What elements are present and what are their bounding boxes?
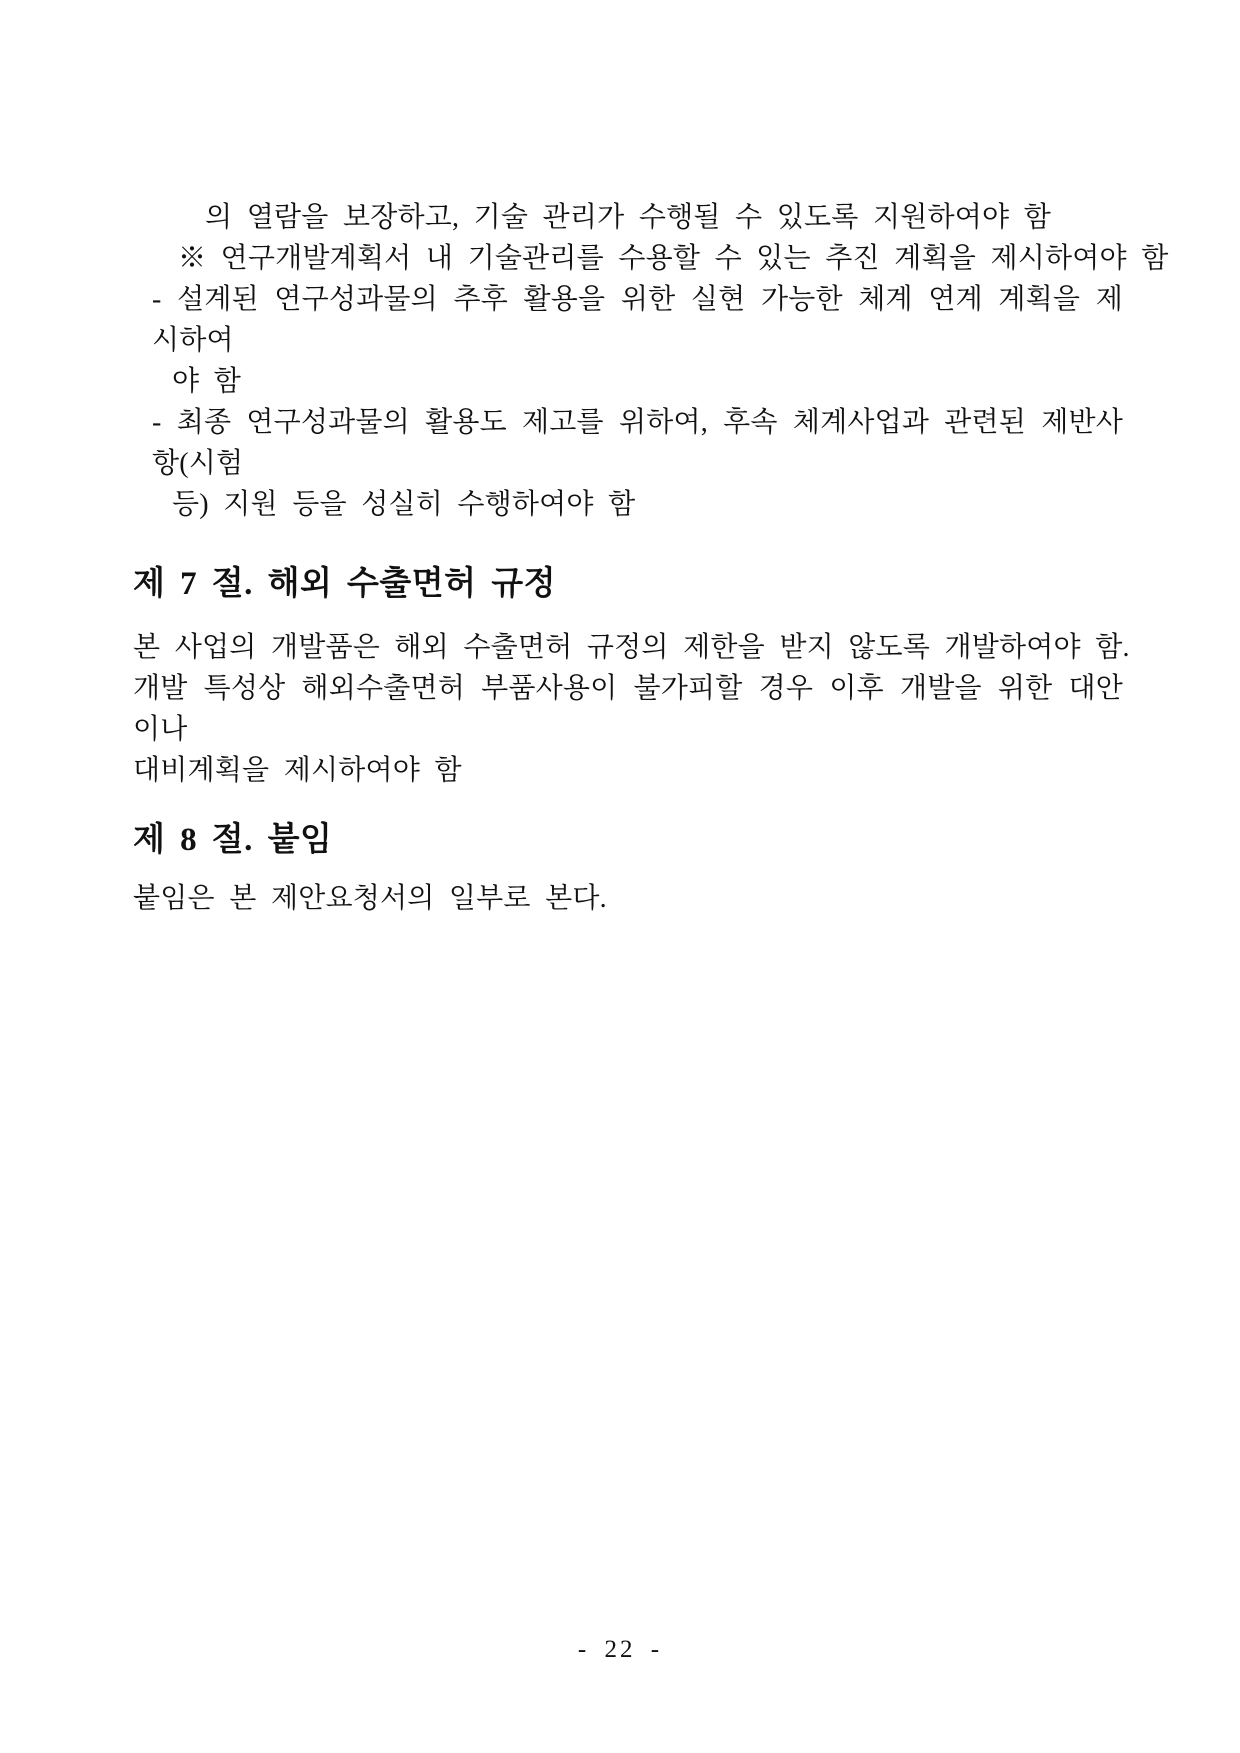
paragraph-line: 대비계획을 제시하여야 함 <box>133 755 462 786</box>
section-7 <box>133 562 1130 791</box>
body-line: 의 열람을 보장하고, 기술 관리가 수행될 수 있도록 지원하여야 함 <box>205 202 1051 233</box>
dash-item-continuation-line: 야 함 <box>172 366 241 397</box>
paragraph-line: 붙임은 본 제안요청서의 일부로 본다. <box>133 883 607 914</box>
paragraph-line: 본 사업의 개발품은 해외 수출면허 규정의 제한을 받지 않도록 개발하여야 함. <box>133 632 1130 663</box>
section-7-paragraph <box>133 627 1130 791</box>
section-8 <box>133 818 1123 919</box>
section-8-paragraph <box>133 878 1123 919</box>
paragraph-line: 개발 특성상 해외수출면허 부품사용이 불가피할 경우 이후 개발을 위한 대안이나 <box>133 673 1123 745</box>
dash-item-line: - 설계된 연구성과물의 추후 활용을 위한 실현 가능한 체계 연계 계획을 제시하여 <box>152 284 1123 356</box>
section-7-heading: 제 7 절. 해외 수출면허 규정 <box>133 566 556 602</box>
page-number: - 22 - <box>577 1636 663 1663</box>
section-8-heading: 제 8 절. 붙임 <box>133 822 333 858</box>
dash-item-continuation-line: 등) 지원 등을 성실히 수행하여야 함 <box>172 489 636 520</box>
note-marker-line: ※ 연구개발계획서 내 기술관리를 수용할 수 있는 추진 계획을 제시하여야 함 <box>178 243 1169 274</box>
notes-block <box>133 197 1169 525</box>
dash-item-line: - 최종 연구성과물의 활용도 제고를 위하여, 후속 체계사업과 관련된 제반사항(시험 <box>152 407 1123 479</box>
document-content <box>133 197 1169 919</box>
